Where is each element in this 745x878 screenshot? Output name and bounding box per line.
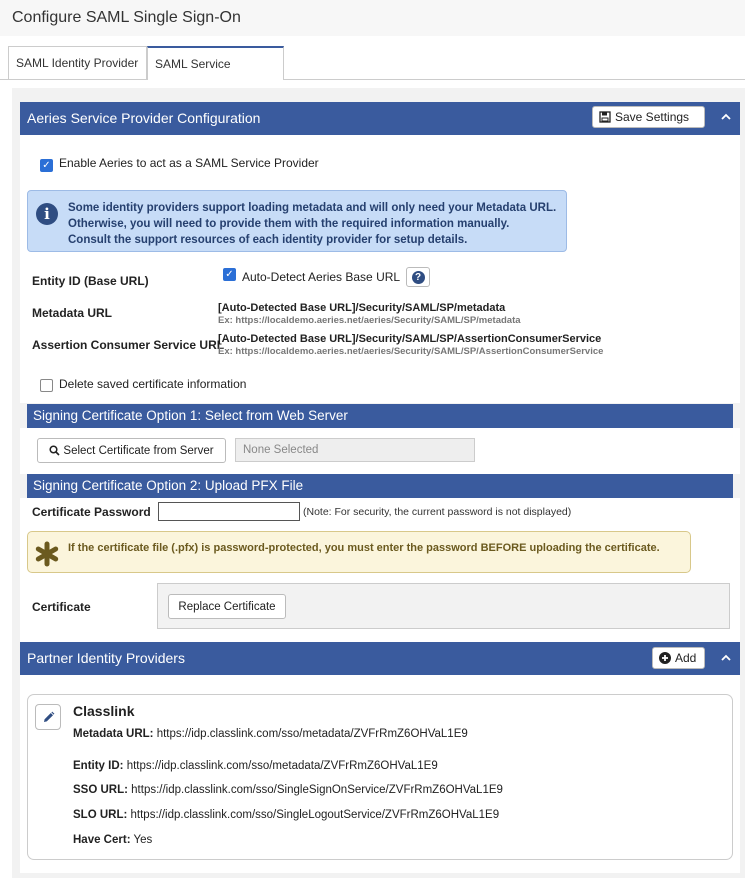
partner-metadata-label: Metadata URL:	[73, 728, 154, 740]
partner-cert-row	[73, 834, 152, 846]
warning-text: If the certificate file (.pfx) is password-protected, you must enter the password BEFORE uploading the certificate.	[68, 542, 660, 554]
save-settings-label: Save Settings	[615, 110, 690, 124]
partner-slo-value: https://idp.classlink.com/sso/SingleLogoutService/ZVFrRmZ6OHVaL1E9	[130, 809, 500, 821]
partners-header	[20, 642, 740, 675]
collapse-partners-chevron-up-icon[interactable]	[720, 651, 732, 667]
partner-metadata-row	[73, 728, 468, 740]
partner-slo-row	[73, 809, 499, 821]
save-settings-button[interactable]	[592, 106, 705, 128]
partner-sso-label: SSO URL:	[73, 784, 128, 796]
partner-card	[27, 694, 733, 860]
metadata-url-label: Metadata URL	[32, 306, 113, 320]
partner-metadata-value: https://idp.classlink.com/sso/metadata/ZVFrRmZ6OHVaL1E9	[156, 728, 468, 740]
auto-detect-label: Auto-Detect Aeries Base URL	[242, 270, 401, 284]
delete-cert-checkbox[interactable]	[40, 379, 53, 392]
info-line-2: Otherwise, you will need to provide them with the required information manually.	[68, 218, 510, 230]
enable-sp-label: Enable Aeries to act as a SAML Service Provider	[59, 156, 319, 170]
add-label: Add	[675, 651, 697, 665]
search-icon	[49, 445, 60, 456]
replace-certificate-button[interactable]: Replace Certificate	[168, 594, 286, 619]
password-note: (Note: For security, the current password is not displayed)	[303, 506, 572, 518]
sp-config-title: Aeries Service Provider Configuration	[27, 110, 261, 126]
warning-box	[27, 531, 691, 573]
acs-url-example: Ex: https://localdemo.aeries.net/aeries/Security/SAML/SP/AssertionConsumerService	[218, 346, 604, 357]
partners-title: Partner Identity Providers	[27, 650, 185, 666]
pencil-icon	[42, 711, 55, 724]
info-text	[68, 200, 556, 248]
help-icon: ?	[412, 271, 425, 284]
partner-name: Classlink	[73, 703, 135, 719]
enable-sp-checkbox[interactable]: ✓	[40, 159, 53, 172]
partner-entity-value: https://idp.classlink.com/sso/metadata/ZVFrRmZ6OHVaL1E9	[126, 760, 438, 772]
metadata-url-example: Ex: https://localdemo.aeries.net/aeries/Security/SAML/SP/metadata	[218, 315, 521, 326]
edit-partner-button[interactable]	[35, 704, 61, 730]
entity-id-label: Entity ID (Base URL)	[32, 274, 149, 288]
save-icon	[599, 111, 611, 123]
select-certificate-label: Select Certificate from Server	[63, 444, 214, 457]
option2-header: Signing Certificate Option 2: Upload PFX File	[27, 474, 733, 498]
auto-detect-checkbox[interactable]: ✓	[223, 268, 236, 281]
page-title: Configure SAML Single Sign-On	[12, 9, 241, 26]
info-box	[27, 190, 567, 252]
tab-saml-service-provider[interactable]: SAML Service	[147, 46, 284, 80]
acs-url-value: [Auto-Detected Base URL]/Security/SAML/SP/AssertionConsumerService	[218, 333, 602, 345]
asterisk-icon	[34, 541, 60, 567]
info-line-3: Consult the support resources of each identity provider for setup details.	[68, 234, 468, 246]
info-line-1: Some identity providers support loading metadata and will only need your Metadata URL.	[68, 202, 557, 214]
tab-saml-identity-provider[interactable]: SAML Identity Provider	[8, 46, 147, 79]
option1-header: Signing Certificate Option 1: Select from Web Server	[27, 404, 733, 428]
acs-url-label: Assertion Consumer Service URL	[32, 338, 225, 352]
sp-config-body	[20, 135, 740, 403]
partner-entity-row	[73, 760, 438, 772]
collapse-sp-config-chevron-up-icon[interactable]	[720, 110, 732, 126]
certificate-password-label: Certificate Password	[32, 505, 151, 519]
add-partner-button[interactable]	[652, 647, 705, 669]
partner-sso-row	[73, 784, 503, 796]
help-button[interactable]	[406, 267, 430, 287]
partner-slo-label: SLO URL:	[73, 809, 128, 821]
certificate-password-input[interactable]	[158, 502, 300, 521]
partner-sso-value: https://idp.classlink.com/sso/SingleSignOnService/ZVFrRmZ6OHVaL1E9	[131, 784, 503, 796]
plus-circle-icon	[659, 652, 671, 664]
select-certificate-button[interactable]	[37, 438, 226, 463]
certificate-label: Certificate	[32, 600, 91, 614]
info-icon: i	[36, 203, 58, 225]
partner-cert-value: Yes	[133, 834, 153, 846]
partner-cert-label: Have Cert:	[73, 834, 131, 846]
selected-certificate-field: None Selected	[235, 438, 475, 462]
metadata-url-value: [Auto-Detected Base URL]/Security/SAML/SP/metadata	[218, 302, 506, 314]
partner-entity-label: Entity ID:	[73, 760, 124, 772]
delete-cert-label: Delete saved certificate information	[59, 377, 247, 391]
